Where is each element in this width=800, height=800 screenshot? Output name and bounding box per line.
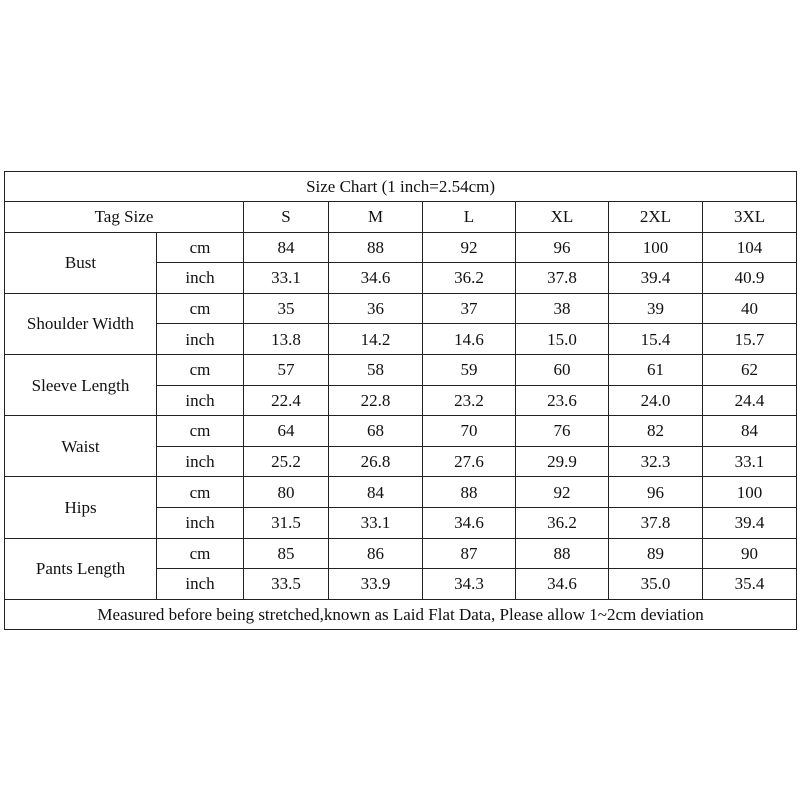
measurement-value: 84 [244,232,329,263]
measurement-value: 34.6 [516,569,609,600]
measurement-value: 36.2 [516,507,609,538]
measurement-value: 80 [244,477,329,508]
measurement-value: 90 [703,538,797,569]
measurement-name: Waist [5,416,157,477]
measurement-value: 37.8 [609,507,703,538]
note-row [5,599,797,629]
measurement-value: 84 [329,477,423,508]
measurement-value: 104 [703,232,797,263]
measurement-value: 96 [516,232,609,263]
measurement-value: 37.8 [516,263,609,294]
unit-label: inch [157,263,244,294]
measurement-value: 40 [703,293,797,324]
measurement-value: 85 [244,538,329,569]
measurement-value: 33.1 [329,507,423,538]
measurement-value: 88 [329,232,423,263]
measurement-value: 37 [423,293,516,324]
measurement-value: 61 [609,354,703,385]
measurement-value: 24.4 [703,385,797,416]
measurement-row [5,538,797,569]
measurement-value: 22.8 [329,385,423,416]
measurement-value: 34.6 [329,263,423,294]
measurement-name: Shoulder Width [5,293,157,354]
measurement-value: 25.2 [244,446,329,477]
measurement-value: 36 [329,293,423,324]
size-header: XL [516,202,609,233]
measurement-value: 70 [423,416,516,447]
measurement-value: 35.0 [609,569,703,600]
measurement-row [5,416,797,447]
size-header: L [423,202,516,233]
measurement-value: 84 [703,416,797,447]
measurement-value: 38 [516,293,609,324]
measurement-value: 33.5 [244,569,329,600]
measurement-value: 14.2 [329,324,423,355]
size-chart-table [4,171,797,630]
measurement-value: 82 [609,416,703,447]
measurement-value: 39.4 [703,507,797,538]
measurement-value: 40.9 [703,263,797,294]
unit-label: cm [157,416,244,447]
measurement-value: 87 [423,538,516,569]
measurement-value: 34.3 [423,569,516,600]
size-header: 2XL [609,202,703,233]
measurement-value: 62 [703,354,797,385]
measurement-value: 36.2 [423,263,516,294]
measurement-name: Sleeve Length [5,354,157,415]
measurement-value: 86 [329,538,423,569]
measurement-value: 68 [329,416,423,447]
size-header: M [329,202,423,233]
measurement-value: 32.3 [609,446,703,477]
unit-label: inch [157,385,244,416]
tag-size-label: Tag Size [5,202,244,233]
unit-label: cm [157,477,244,508]
measurement-value: 14.6 [423,324,516,355]
footnote: Measured before being stretched,known as Laid Flat Data, Please allow 1~2cm deviation [5,599,797,629]
measurement-name: Hips [5,477,157,538]
measurement-value: 58 [329,354,423,385]
measurement-value: 39.4 [609,263,703,294]
measurement-row [5,293,797,324]
measurement-value: 23.6 [516,385,609,416]
measurement-value: 27.6 [423,446,516,477]
measurement-value: 26.8 [329,446,423,477]
measurement-value: 92 [516,477,609,508]
measurement-value: 15.0 [516,324,609,355]
unit-label: inch [157,324,244,355]
measurement-value: 29.9 [516,446,609,477]
measurement-value: 35.4 [703,569,797,600]
size-chart-body [5,172,797,630]
measurement-value: 15.4 [609,324,703,355]
measurement-value: 13.8 [244,324,329,355]
measurement-row [5,477,797,508]
measurement-value: 96 [609,477,703,508]
title-row [5,172,797,202]
measurement-value: 60 [516,354,609,385]
measurement-row [5,354,797,385]
measurement-value: 57 [244,354,329,385]
measurement-value: 92 [423,232,516,263]
measurement-value: 100 [703,477,797,508]
header-row [5,202,797,233]
measurement-value: 64 [244,416,329,447]
measurement-value: 22.4 [244,385,329,416]
measurement-value: 100 [609,232,703,263]
unit-label: inch [157,507,244,538]
chart-title: Size Chart (1 inch=2.54cm) [5,172,797,202]
unit-label: inch [157,569,244,600]
unit-label: cm [157,293,244,324]
measurement-value: 33.1 [703,446,797,477]
measurement-value: 34.6 [423,507,516,538]
measurement-value: 59 [423,354,516,385]
measurement-value: 88 [423,477,516,508]
measurement-value: 88 [516,538,609,569]
measurement-value: 15.7 [703,324,797,355]
unit-label: cm [157,538,244,569]
measurement-value: 23.2 [423,385,516,416]
size-header: S [244,202,329,233]
unit-label: cm [157,354,244,385]
measurement-value: 33.1 [244,263,329,294]
measurement-row [5,232,797,263]
measurement-name: Bust [5,232,157,293]
measurement-value: 76 [516,416,609,447]
measurement-name: Pants Length [5,538,157,599]
unit-label: cm [157,232,244,263]
measurement-value: 31.5 [244,507,329,538]
measurement-value: 24.0 [609,385,703,416]
measurement-value: 39 [609,293,703,324]
measurement-value: 33.9 [329,569,423,600]
measurement-value: 35 [244,293,329,324]
size-header: 3XL [703,202,797,233]
measurement-value: 89 [609,538,703,569]
unit-label: inch [157,446,244,477]
